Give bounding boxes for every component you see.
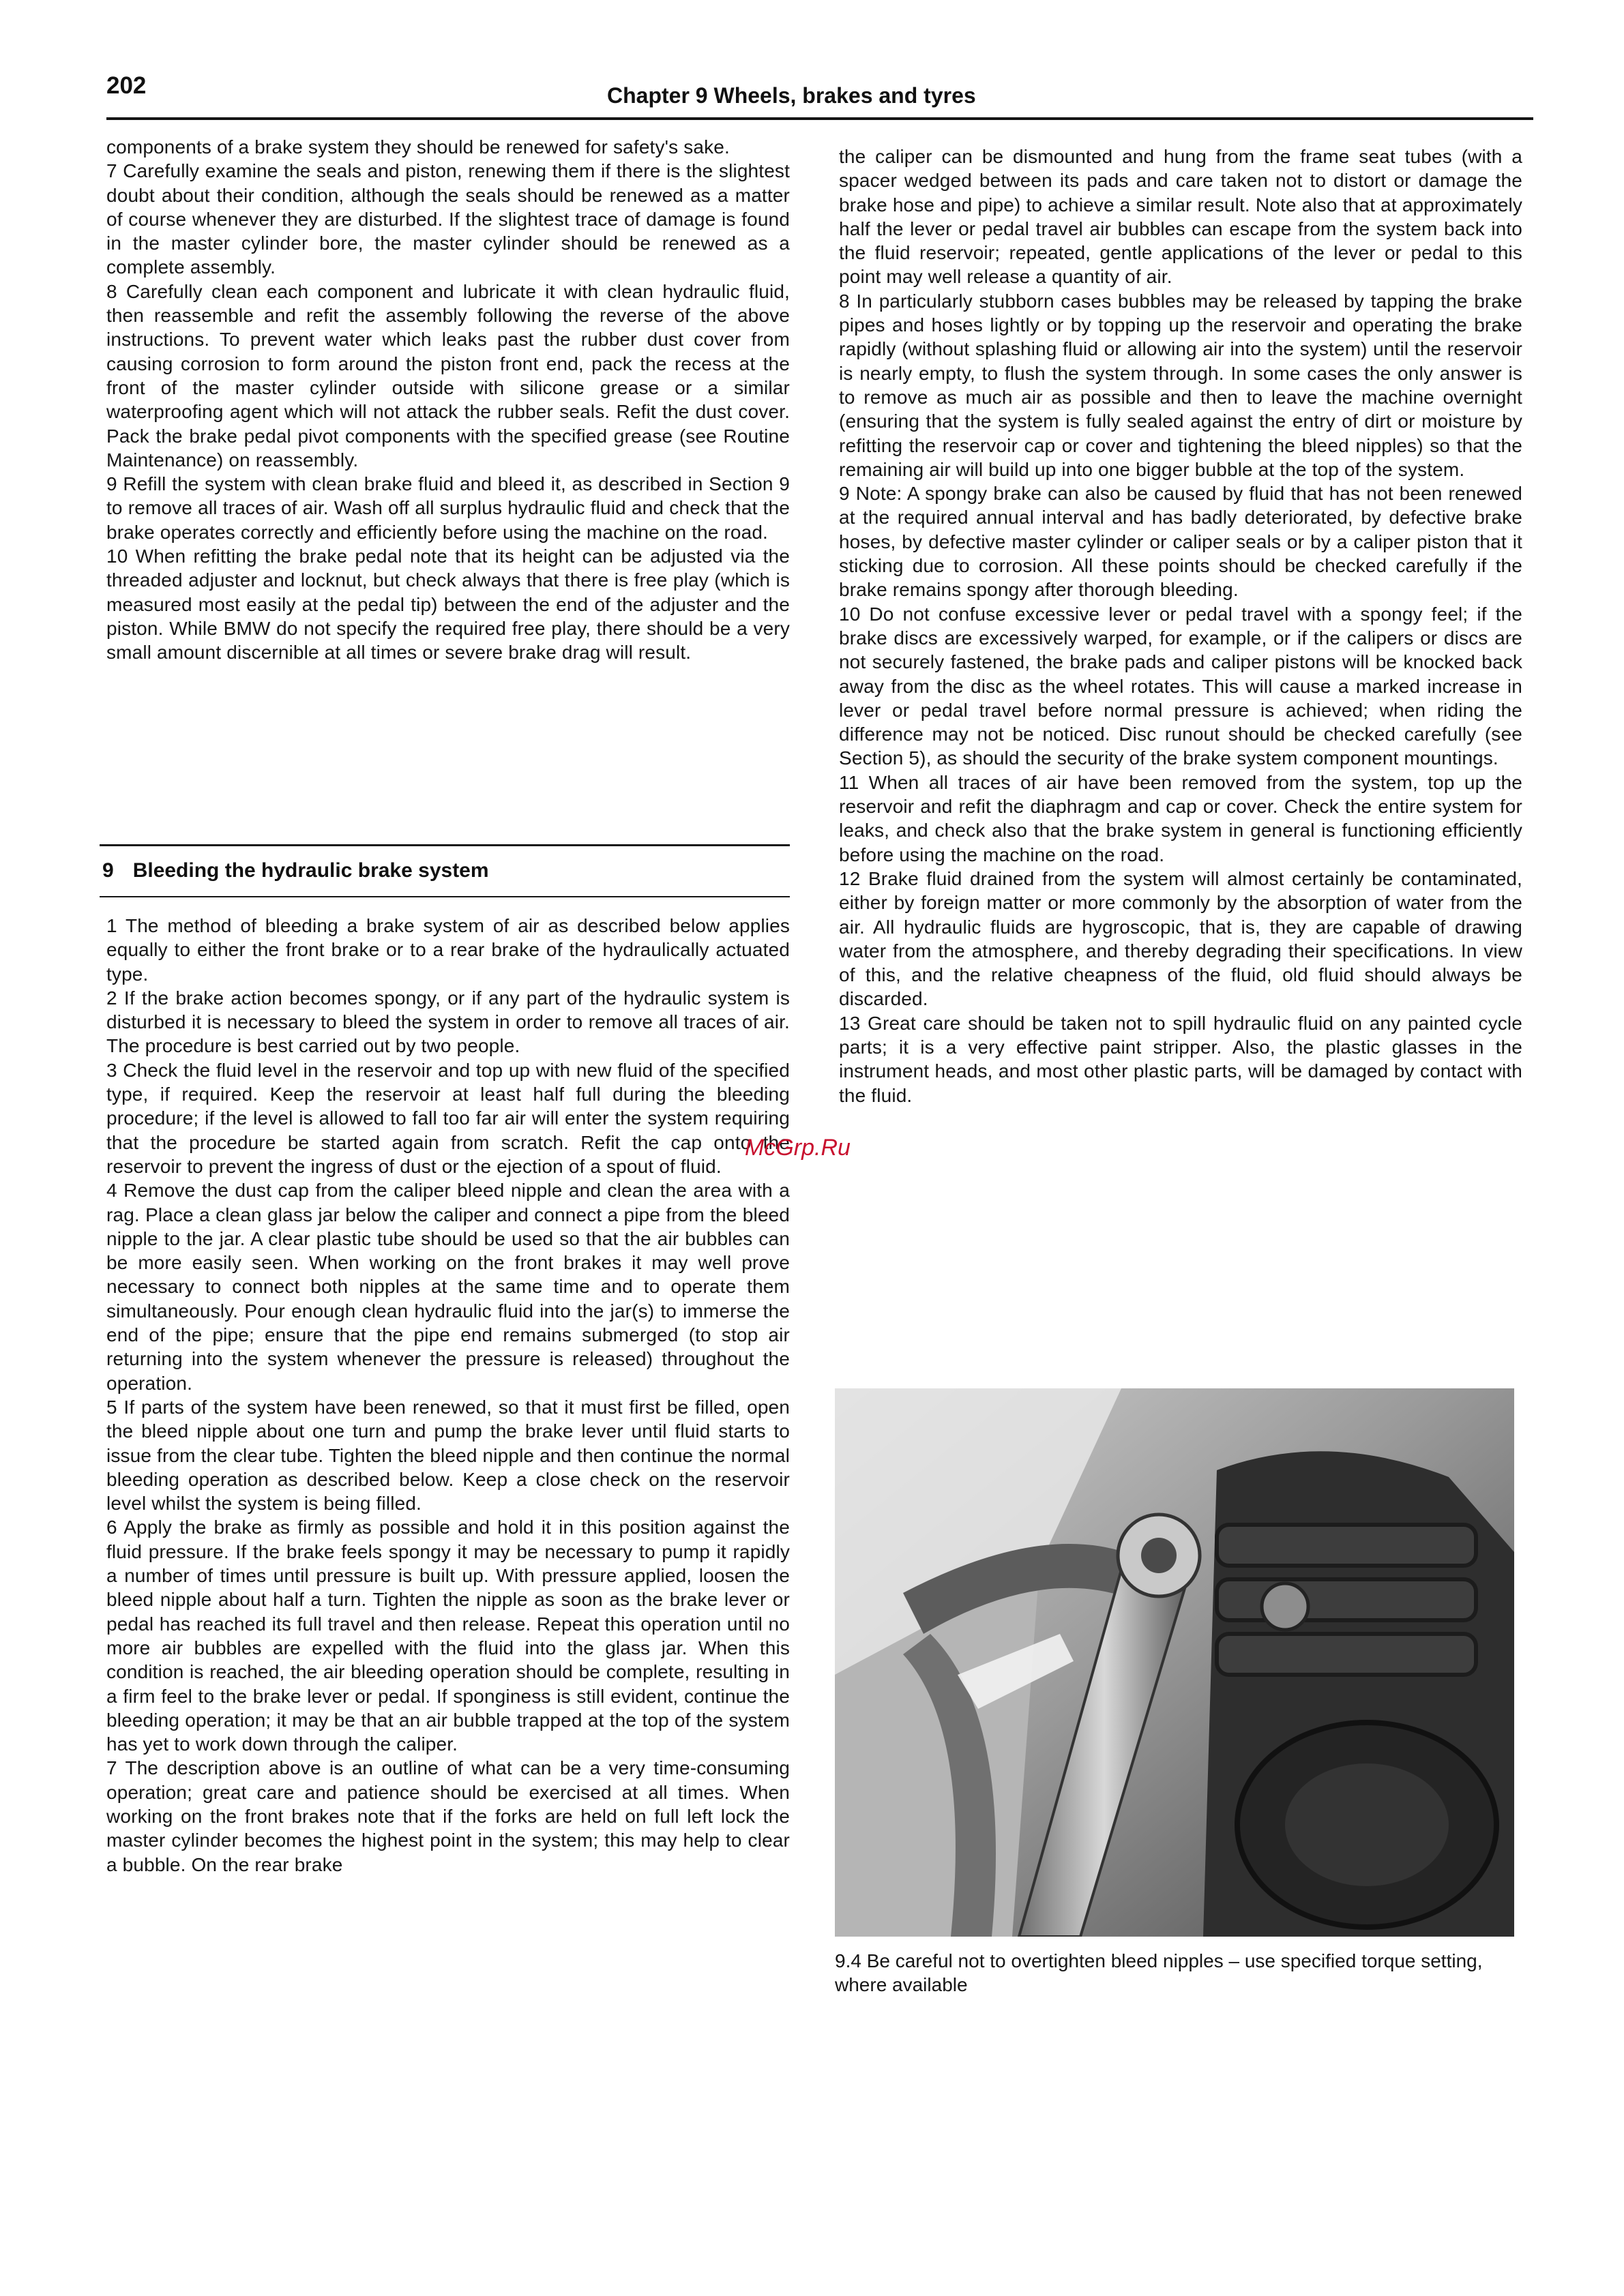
figure-caption: 9.4 Be careful not to overtighten bleed nipples – use specified torque setting, where available (835, 1950, 1483, 1995)
paragraph: 4 Remove the dust cap from the caliper bleed nipple and clean the area with a rag. Place a clean glass jar below the caliper and connect a pipe from the bleed nipple to the jar. A clear plastic tube should be used so that the air bubbles can be more easily seen. When working on the front brakes it may well prove necessary to connect both nipples at the same time and to operate them simultaneously. Pour enough clean hydraulic fluid into the jar(s) to immerse the end of the pipe; ensure that the pipe end remains submerged (to stop air returning into the system whenever the pressure is released) throughout the operation. (106, 1180, 790, 1394)
paragraph: 10 When refitting the brake pedal note that its height can be adjusted via the threaded adjuster and locknut, but check always that there is free play (which is measured most easily at the pedal tip) between the end of the adjuster and the piston. While BMW do not specify the required free play, there should be a very small amount discernible at all times or severe brake drag will result. (106, 546, 790, 664)
paragraph: 12 Brake fluid drained from the system will almost certainly be contaminated, either by foreign matter or more commonly by the absorption of water from the air. All hydraulic fluids are hygroscopic, that is, they are capable of drawing water from the atmosphere, and thereby degrading their specifications. In view of this, and the relative cheapness of the fluid, old fluid should always be discarded. (839, 867, 1522, 1010)
paragraph: 1 The method of bleeding a brake system of air as described below applies equally to either the front brake or to a rear brake of the hydraulically actuated type. (106, 915, 790, 985)
paragraph: 8 In particularly stubborn cases bubbles may be released by tapping the brake pipes and hoses lightly or by topping up the reservoir and operating the brake rapidly (without splashing fluid or allowing air into the system) until the reservoir is nearly empty, to flush the system through. In some cases the only answer is to remove as much air as possible and then to leave the machine overnight (ensuring that the system is fully sealed against the entry of dirt or moisture by refitting the reservoir cap or cover and tightening the bleed nipples) so that the remaining air will build up into one bigger bubble at the top of the system. (839, 290, 1522, 480)
paragraph: 11 When all traces of air have been removed from the system, top up the reservoir and refit the diaphragm and cap or cover. Check the entire system for leaks, and check also that the brake system in general is functioning efficiently before using the machine on the road. (839, 771, 1522, 865)
left-column-top (106, 135, 790, 665)
paragraph: 6 Apply the brake as firmly as possible and hold it in this position against the fluid pressure. If the brake feels spongy it may be necessary to pump it rapidly a number of times until pressure is built up. With pressure applied, loosen the bleed nipple about half a turn. Tighten the nipple as soon as the brake lever or pedal has reached its full travel and then release. Repeat this operation until no more air bubbles are expelled with the fluid into the glass jar. When this condition is reached, the air bleeding operation should be complete, resulting in a firm feel to the brake lever or pedal. If sponginess is still evident, continue the bleeding operation; it may be that an air bubble trapped at the top of the system has yet to work down through the caliper. (106, 1517, 790, 1755)
paragraph: 7 The description above is an outline of what can be a very time-consuming operation; great care and patience should be exercised at all times. When working on the front brakes note that if the forks are held on full left lock the master cylinder becomes the highest point in the system; this may help to clear a bubble. On the rear brake (106, 1757, 790, 1875)
page-number: 202 (106, 72, 147, 99)
section-heading (102, 859, 489, 882)
left-column-bottom (106, 914, 790, 1877)
figure-photo (835, 1388, 1514, 1937)
header-rule (106, 117, 1533, 120)
watermark: McGrp.Ru (745, 1135, 851, 1161)
paragraph: 9 Refill the system with clean brake fluid and bleed it, as described in Section 9 to remove all traces of air. Wash off all surplus hydraulic fluid and check that the brake operates correctly and efficiently before using the machine on the road. (106, 473, 790, 543)
paragraph: 3 Check the fluid level in the reservoir and top up with new fluid of the specified type, if required. Keep the reservoir at least half full during the bleeding procedure; if the level is allowed to fall too far air will enter the system requiring that the procedure be started again from scratch. Refit the cap onto the reservoir to prevent the ingress of dust or the ejection of a spout of fluid. (106, 1059, 790, 1177)
right-column (839, 145, 1522, 1107)
section-rule-top (100, 844, 790, 846)
paragraph: components of a brake system they should be renewed for safety's sake. (106, 136, 730, 158)
section-title: Bleeding the hydraulic brake system (132, 859, 489, 882)
paragraph: 9 Note: A spongy brake can also be caused by fluid that has not been renewed at the required annual interval and has badly deteriorated, by defective brake hoses, by defective master cylinder or caliper seals or by a caliper piston that it sticking due to corrosion. All these points should be checked carefully if the brake remains spongy after thorough bleeding. (839, 483, 1522, 601)
photo-illustration (835, 1388, 1514, 1937)
section-heading-box (100, 844, 790, 899)
paragraph: the caliper can be dismounted and hung from the frame seat tubes (with a spacer wedged between its pads and care taken not to distort or damage the brake hose and pipe) to achieve a similar result. Note also that at approximately half the lever or pedal travel air bubbles can escape from the system back into the fluid reservoir; repeated, gentle applications of the lever or pedal to this point may well release a quantity of air. (839, 146, 1522, 288)
chapter-title: Chapter 9 Wheels, brakes and tyres (607, 83, 976, 108)
section-rule-bottom (100, 896, 790, 897)
paragraph: 13 Great care should be taken not to spill hydraulic fluid on any painted cycle parts; it is a very effective paint stripper. Also, the plastic glasses in the instrument heads, and most other plastic parts, will be damaged by contact with the fluid. (839, 1012, 1522, 1106)
paragraph: 5 If parts of the system have been renewed, so that it must first be filled, open the bleed nipple about one turn and pump the brake lever until fluid starts to issue from the clear tube. Tighten the bleed nipple and then continue the normal bleeding operation as described below. Keep a close check on the reservoir level whilst the system is being filled. (106, 1396, 790, 1515)
paragraph: 2 If the brake action becomes spongy, or if any part of the hydraulic system is disturbed it is necessary to bleed the system in order to remove all traces of air. The procedure is best carried out by two people. (106, 987, 790, 1057)
paragraph: 7 Carefully examine the seals and piston, renewing them if there is the slightest doubt about their condition, although the seals should be renewed as a matter of course whenever they are disturbed. If the slightest trace of damage is found in the master cylinder bore, the master cylinder should be renewed as a complete assembly. (106, 160, 790, 278)
section-number: 9 (102, 859, 114, 882)
paragraph: 10 Do not confuse excessive lever or pedal travel with a spongy feel; if the brake discs are excessively warped, for example, or if the calipers or discs are not securely fastened, the brake pads and caliper pistons will be knocked back away from the disc as the wheel rotates. This will cause a marked increase in lever or pedal travel before normal pressure is achieved; when riding the difference may not be noticed. Disc runout should be checked carefully (see Section 5), as should the security of the brake system component mountings. (839, 603, 1522, 769)
paragraph: 8 Carefully clean each component and lubricate it with clean hydraulic fluid, then reassemble and refit the assembly following the reverse of the above instructions. To prevent water which leaks past the rubber dust cover from causing corrosion to form around the piston front end, pack the recess at the front of the master cylinder outside with silicone grease or a similar waterproofing agent which will not attack the rubber seals. Refit the dust cover. Pack the brake pedal pivot components with the specified grease (see Routine Maintenance) on reassembly. (106, 280, 790, 471)
